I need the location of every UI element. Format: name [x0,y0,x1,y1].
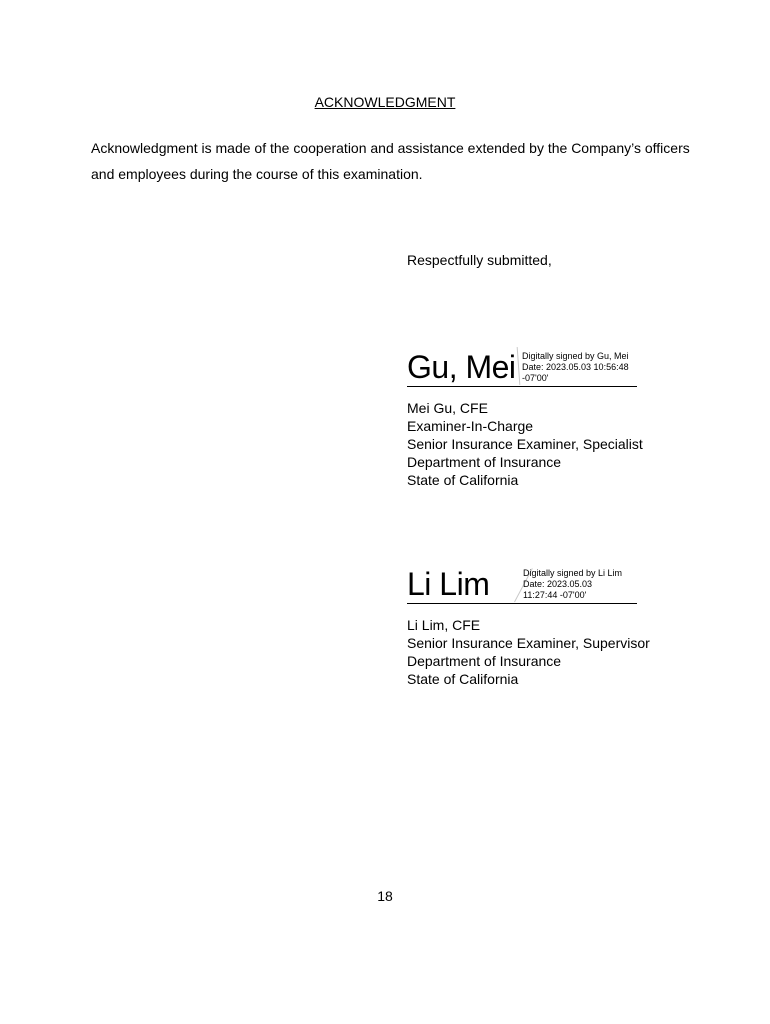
signature-name: Gu, Mei [407,349,516,385]
signature-name: Li Lim [407,566,490,602]
digital-signature-stamp: Digitally signed by Gu, Mei Date: 2023.05.03 10:56:48 -07'00' [522,351,629,383]
signer-state-line: State of California [407,472,519,488]
signer-title-line: Senior Insurance Examiner, Supervisor [407,635,650,651]
signer-name-line: Li Lim, CFE [407,617,481,633]
page-number: 18 [377,888,393,904]
digital-signature-lim[interactable] [407,560,637,605]
signature-block-gu [407,343,643,489]
signature-block-lim [407,560,650,688]
signer-state-line: State of California [407,671,519,687]
signer-department-line: Department of Insurance [407,454,562,470]
digital-signature-gu[interactable] [407,343,637,388]
signature-divider [517,347,521,385]
page-heading: ACKNOWLEDGMENT [314,94,456,110]
signer-role-line: Examiner-In-Charge [407,418,534,434]
signer-title-line: Senior Insurance Examiner, Specialist [407,436,643,452]
digital-signature-stamp: Digitally signed by Li Lim Date: 2023.05.03 11:27:44 -07'00' [523,568,623,600]
signer-name-line: Mei Gu, CFE [407,400,488,416]
signer-info [407,616,650,688]
signature-rule [407,386,637,387]
signer-department-line: Department of Insurance [407,653,562,669]
acknowledgment-paragraph: Acknowledgment is made of the cooperation and assistance extended by the Company’s officers and employees during the course of this examination. [91,140,690,182]
signer-info [407,399,643,489]
closing-text: Respectfully submitted, [407,252,552,268]
signature-rule [407,603,637,604]
